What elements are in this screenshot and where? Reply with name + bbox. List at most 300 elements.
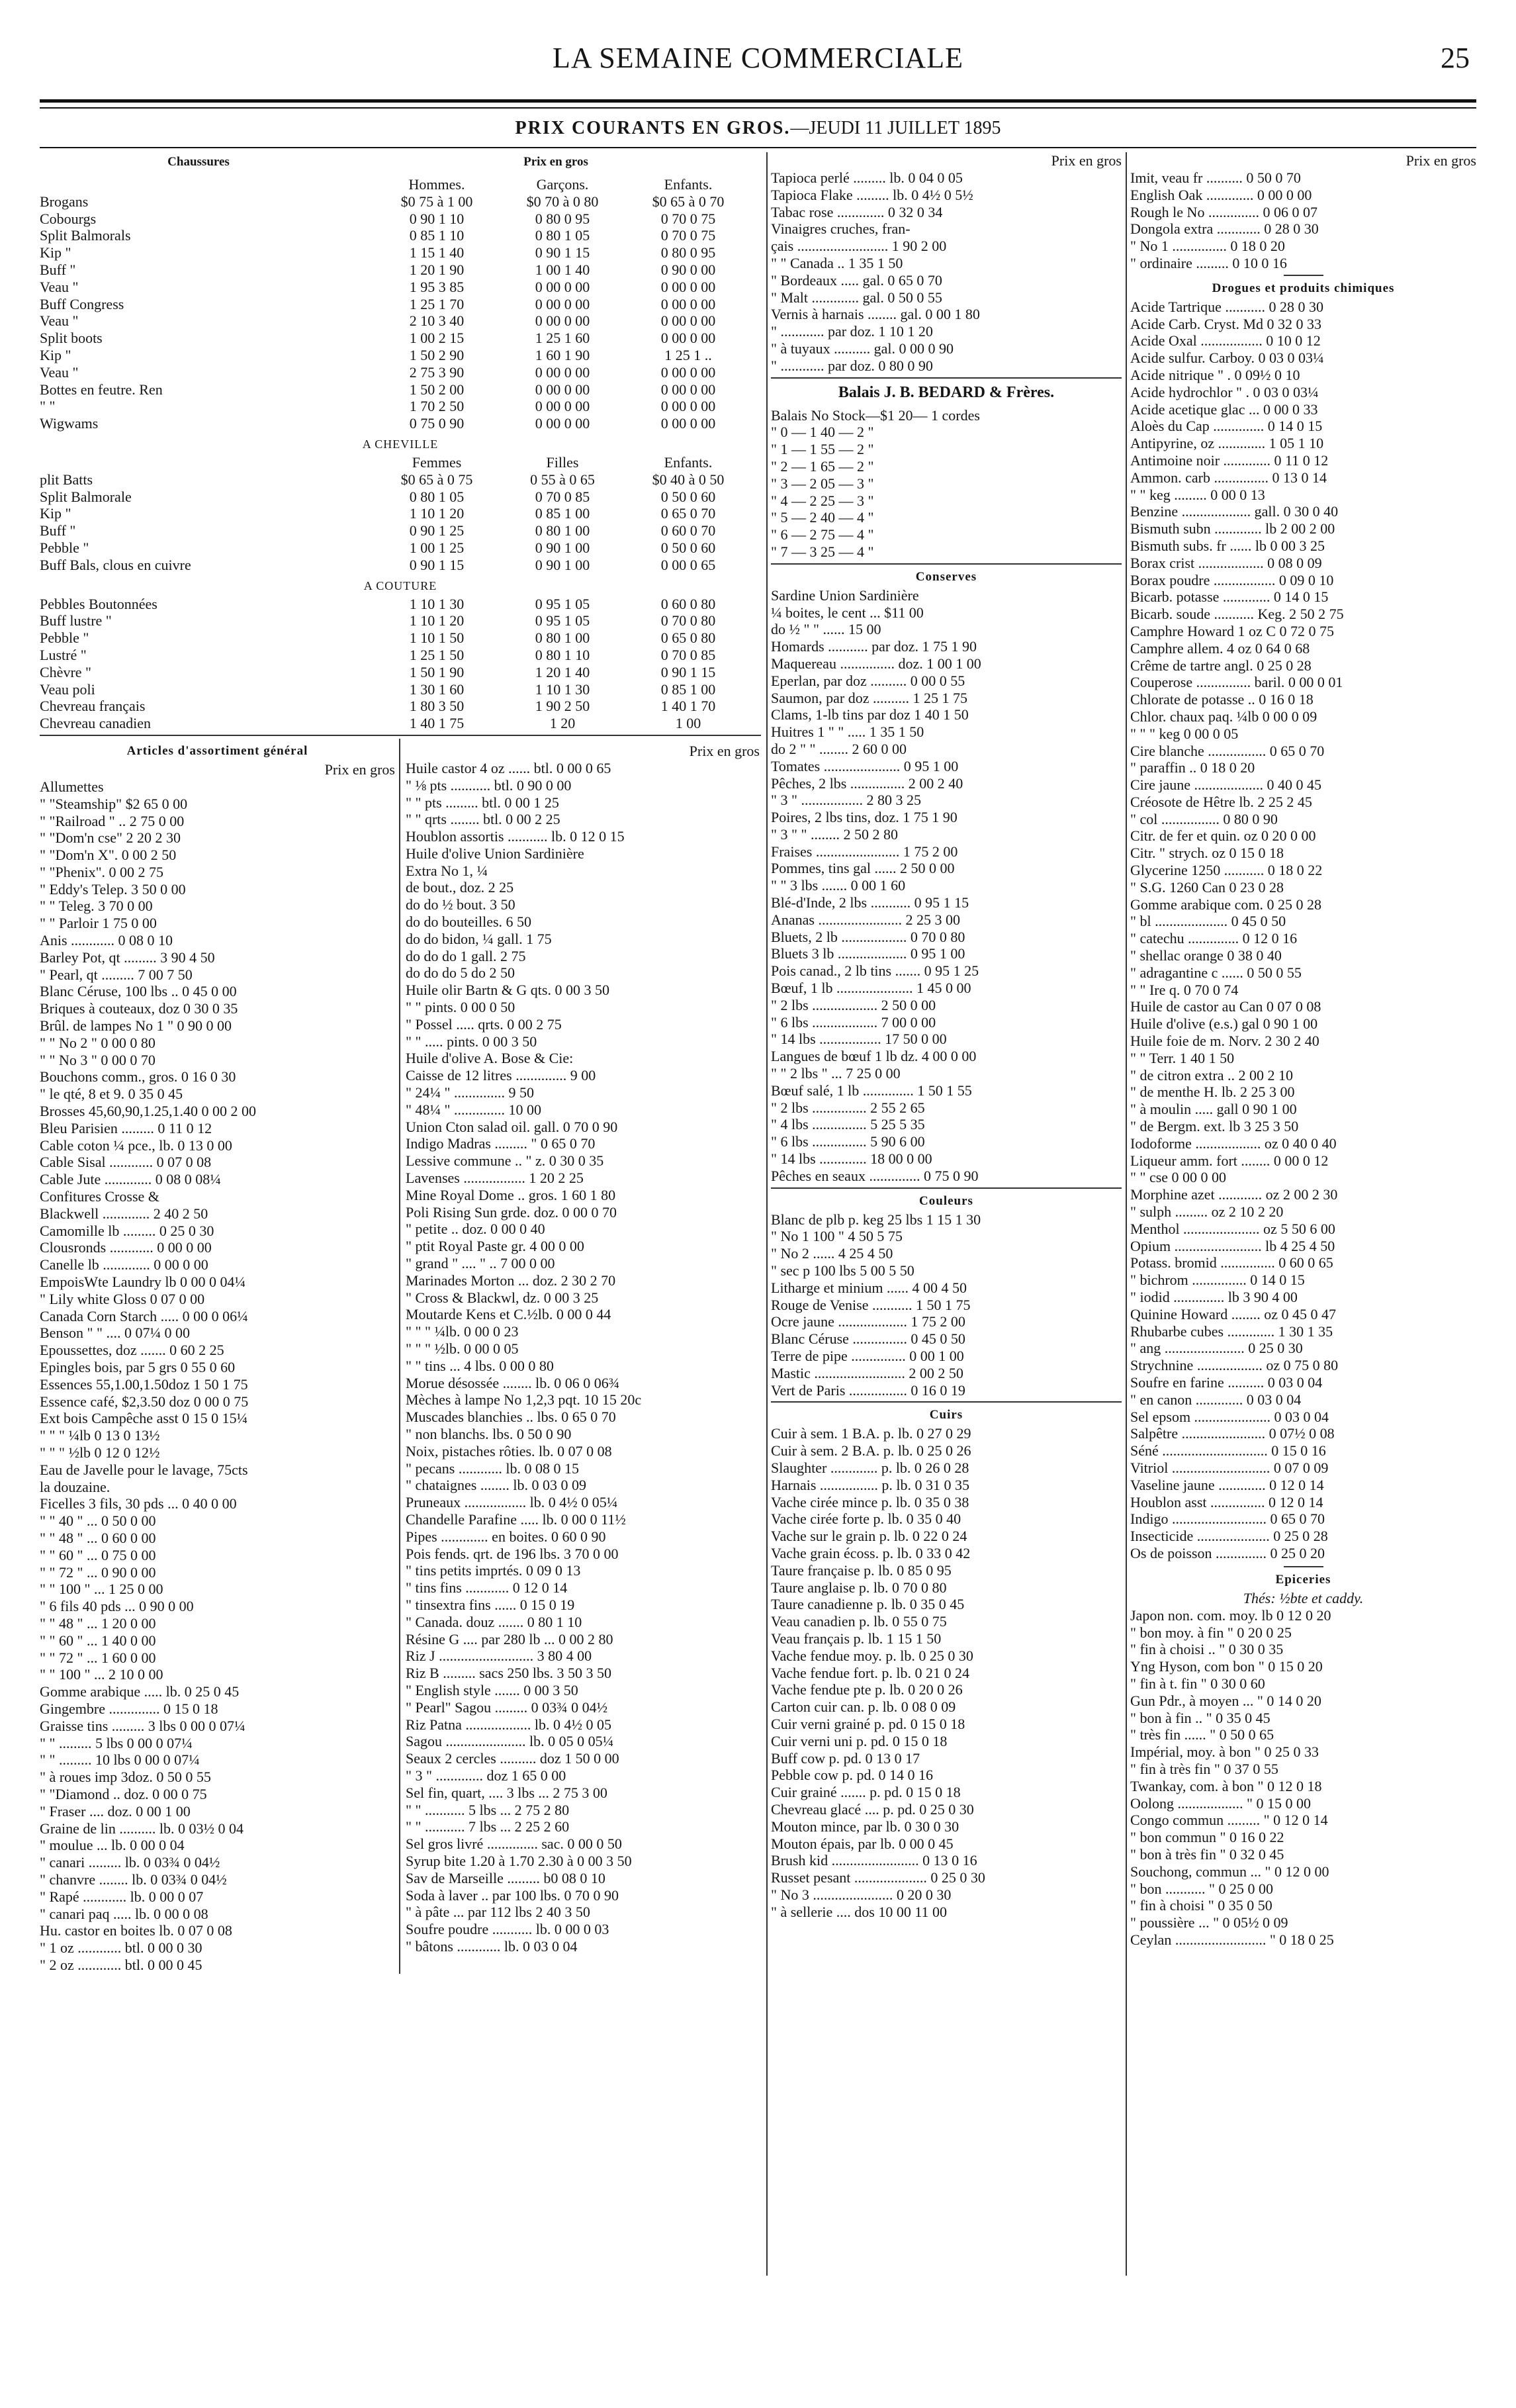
list-item: " 5 — 2 40 — 4 " xyxy=(771,509,874,526)
list-item: " tins petits imprtés. 0 09 0 13 xyxy=(406,1562,581,1579)
page-number: 25 xyxy=(1441,42,1470,74)
list-item: " " 60 " ... 0 75 0 00 xyxy=(40,1546,156,1563)
list-item: " 6 — 2 75 — 4 " xyxy=(771,526,874,543)
list-item: Cire blanche ................ 0 65 0 70 xyxy=(1130,742,1325,759)
list-item: Hu. castor en boites lb. 0 07 0 08 xyxy=(40,1922,232,1939)
list-item: Oolong .................. " 0 15 0 00 xyxy=(1130,1794,1311,1812)
list-item: " " ......... 5 lbs 0 00 0 07¼ xyxy=(40,1734,193,1751)
list-item: Crême de tartre angl. 0 25 0 28 xyxy=(1130,657,1312,674)
list-item: Cuir à sem. 1 B.A. p. lb. 0 27 0 29 xyxy=(771,1425,971,1442)
item-name: Buff Congress xyxy=(40,295,124,312)
price-range: 1 20 xyxy=(549,715,576,732)
list-item: " " 60 " ... 1 40 0 00 xyxy=(40,1632,156,1649)
table-row xyxy=(40,312,761,330)
list-item: " bon ........... " 0 25 0 00 xyxy=(1130,1880,1273,1897)
list-item: Insecticide .................... 0 25 0 28 xyxy=(1130,1528,1328,1545)
list-item: " 1 — 1 55 — 2 " xyxy=(771,441,874,458)
list-item: Salpêtre ....................... 0 07½ 0 08 xyxy=(1130,1425,1335,1442)
table-row xyxy=(40,364,761,381)
list-item: " 4 lbs ............... 5 25 5 35 xyxy=(771,1116,925,1133)
list-item: Fraises ....................... 1 75 2 00 xyxy=(771,843,958,860)
price-range: 1 80 3 50 xyxy=(409,698,465,715)
price-range: 0 00 0 65 xyxy=(660,556,716,573)
list-item: Cable coton ¼ pce., lb. 0 13 0 00 xyxy=(40,1136,232,1154)
list-item: Camphre Howard 1 oz C 0 72 0 75 xyxy=(1130,622,1334,639)
list-item: " à sellerie .... dos 10 00 11 00 xyxy=(771,1903,948,1920)
list-item: Cuir grainé ....... p. pd. 0 15 0 18 xyxy=(771,1784,961,1801)
list-item: Veau français p. lb. 1 15 1 50 xyxy=(771,1630,942,1647)
price-range: 0 90 1 00 xyxy=(535,556,590,573)
list-item: Imit, veau fr .......... 0 50 0 70 xyxy=(1130,169,1301,186)
list-item: " poussière ... " 0 05½ 0 09 xyxy=(1130,1914,1288,1931)
list-item: Tabac rose ............. 0 32 0 34 xyxy=(771,203,943,220)
list-item: Glycerine 1250 ........... 0 18 0 22 xyxy=(1130,862,1323,879)
table-row xyxy=(40,261,761,279)
price-range: 0 00 0 00 xyxy=(660,398,716,415)
list-item: Vache fendue pte p. lb. 0 20 0 26 xyxy=(771,1681,963,1698)
table-row xyxy=(40,279,761,296)
list-item: Morue désossée ........ lb. 0 06 0 06¾ xyxy=(406,1374,620,1391)
list-item: Pebble cow p. pd. 0 14 0 16 xyxy=(771,1767,934,1784)
table-row xyxy=(40,227,761,244)
item-name: Pebble " xyxy=(40,629,89,647)
list-item: Chlor. chaux paq. ¼lb 0 00 0 09 xyxy=(1130,708,1317,725)
table-row xyxy=(40,664,761,681)
item-name: Kip " xyxy=(40,346,71,363)
price-range: 0 00 0 00 xyxy=(535,415,590,432)
list-item: English Oak ............. 0 00 0 00 xyxy=(1130,186,1312,203)
price-range: 1 25 1 70 xyxy=(409,295,465,312)
list-item: Essences 55,1.00,1.50doz 1 50 1 75 xyxy=(40,1375,248,1393)
list-item: " fin à t. fin " 0 30 0 60 xyxy=(1130,1675,1265,1692)
list-item: " petite .. doz. 0 00 0 40 xyxy=(406,1221,545,1238)
table-row xyxy=(40,488,761,506)
list-item: " " pints. 0 00 0 50 xyxy=(406,999,515,1016)
list-item: " No 1 ............... 0 18 0 20 xyxy=(1130,238,1285,255)
list-item: Union Cton salad oil. gall. 0 70 0 90 xyxy=(406,1118,618,1135)
item-name: Buff lustre " xyxy=(40,612,112,629)
drogues-title: Drogues et produits chimiques xyxy=(1212,281,1395,295)
list-item: Tapioca perlé ......... lb. 0 04 0 05 xyxy=(771,169,963,186)
list-item: Saumon, par doz .......... 1 25 1 75 xyxy=(771,689,967,706)
conserves-list xyxy=(771,587,1122,1185)
list-item: Rouge de Venise ........... 1 50 1 75 xyxy=(771,1296,971,1313)
list-item: " " keg ......... 0 00 0 13 xyxy=(1130,486,1265,503)
list-item: Sel fin, quart, .... 3 lbs ... 2 75 3 00 xyxy=(406,1784,607,1801)
list-item: " Fraser .... doz. 0 00 1 00 xyxy=(40,1802,191,1820)
list-item: Benzine ................... gall. 0 30 0 40 xyxy=(1130,503,1339,520)
list-item: Tomates ..................... 0 95 1 00 xyxy=(771,757,959,774)
list-item: Litharge et minium ...... 4 00 4 50 xyxy=(771,1279,967,1296)
articles-left xyxy=(40,739,400,1974)
list-item: Slaughter ............. p. lb. 0 26 0 28 xyxy=(771,1459,969,1476)
list-item: " Rapé ............ lb. 0 00 0 07 xyxy=(40,1888,204,1905)
list-item: Taure anglaise p. lb. 0 70 0 80 xyxy=(771,1579,947,1596)
price-range: 0 95 1 05 xyxy=(535,595,590,612)
price-range: 0 90 1 00 xyxy=(535,539,590,556)
list-item: " " ........... 5 lbs ... 2 75 2 80 xyxy=(406,1801,570,1818)
price-range: 1 00 1 25 xyxy=(409,539,465,556)
price-range: 1 10 1 30 xyxy=(409,595,465,612)
header-rule xyxy=(40,99,1476,103)
price-range: 0 80 0 95 xyxy=(660,244,716,261)
price-range: 0 70 0 85 xyxy=(660,646,716,663)
list-item: " 2 oz ............ btl. 0 00 0 45 xyxy=(40,1956,202,1973)
price-range: 1 90 2 50 xyxy=(535,698,590,715)
list-item: " 2 lbs ............... 2 55 2 65 xyxy=(771,1099,925,1116)
list-item: Ananas ....................... 2 25 3 00 xyxy=(771,911,960,928)
list-item: Brosses 45,60,90,1.25,1.40 0 00 2 00 xyxy=(40,1103,256,1120)
price-range: 1 30 1 60 xyxy=(409,680,465,698)
price-range: 1 60 1 90 xyxy=(535,346,590,363)
list-item: " Eddy's Telep. 3 50 0 00 xyxy=(40,880,186,898)
list-item: Lessive commune .. " z. 0 30 0 35 xyxy=(406,1152,604,1170)
table-row xyxy=(40,681,761,698)
list-item: Huile de castor au Can 0 07 0 08 xyxy=(1130,998,1321,1015)
price-range: 0 65 0 70 xyxy=(660,505,716,522)
column-1 xyxy=(40,152,761,2295)
item-name: Pebbles Boutonnées xyxy=(40,595,157,612)
list-item: Yng Hyson, com bon " 0 15 0 20 xyxy=(1130,1658,1323,1675)
item-name: Kip " xyxy=(40,505,71,522)
item-name: Veau " xyxy=(40,363,79,381)
list-item: " " Parloir 1 75 0 00 xyxy=(40,915,157,932)
list-item: EmpoisWte Laundry lb 0 00 0 04¼ xyxy=(40,1273,246,1291)
price-range: 0 60 0 70 xyxy=(660,522,716,539)
price-range: 1 50 2 00 xyxy=(409,381,465,398)
list-item: Iodoforme .................. oz 0 40 0 40 xyxy=(1130,1135,1337,1152)
item-name: Buff " xyxy=(40,261,76,278)
list-item: " 7 — 3 25 — 4 " xyxy=(771,543,874,560)
list-item: Pipes ............. en boites. 0 60 0 90 xyxy=(406,1528,606,1545)
list-item: Vache fendue fort. p. lb. 0 21 0 24 xyxy=(771,1664,969,1681)
price-range: 0 00 0 00 xyxy=(535,381,590,398)
section-rule xyxy=(771,377,1122,379)
price-range: 0 95 1 05 xyxy=(535,612,590,629)
list-item: Graine de lin .......... lb. 0 03½ 0 04 xyxy=(40,1820,244,1837)
list-item: Borax crist .................. 0 08 0 09 xyxy=(1130,554,1322,571)
articles-right-list xyxy=(406,760,760,1955)
price-range: 0 65 0 80 xyxy=(660,629,716,647)
list-item: do do bidon, ¼ gall. 1 75 xyxy=(406,930,552,947)
price-range: $0 65 à 0 75 xyxy=(400,471,473,488)
price-range: 1 00 xyxy=(675,715,701,732)
price-range: 0 00 0 00 xyxy=(535,295,590,312)
list-item: Vert de Paris ................ 0 16 0 19 xyxy=(771,1381,965,1399)
item-name: " " xyxy=(40,398,56,415)
list-item: Os de poisson .............. 0 25 0 20 xyxy=(1130,1544,1325,1561)
list-item: Vinaigres cruches, fran- xyxy=(771,220,911,238)
list-item: Acide nitrique " . 0 09½ 0 10 xyxy=(1130,366,1300,383)
list-item: Sel epsom ..................... 0 03 0 04 xyxy=(1130,1408,1329,1425)
list-item: Liqueur amm. fort ........ 0 00 0 12 xyxy=(1130,1152,1329,1169)
couleurs-title: Couleurs xyxy=(919,1193,973,1208)
table-row xyxy=(40,557,761,574)
list-item: Gingembre .............. 0 15 0 18 xyxy=(40,1700,218,1717)
list-item: " le qté, 8 et 9. 0 35 0 45 xyxy=(40,1086,183,1103)
thes-title: Thés: ½bte et caddy. xyxy=(1243,1589,1364,1606)
price-range: 2 10 3 40 xyxy=(409,312,465,330)
list-item: Citr. " strych. oz 0 15 0 18 xyxy=(1130,845,1284,862)
list-item: " 0 — 1 40 — 2 " xyxy=(771,424,874,441)
list-item: " bon à fin .. " 0 35 0 45 xyxy=(1130,1709,1271,1726)
price-range: 1 10 1 20 xyxy=(409,505,465,522)
list-item: Gomme arabique com. 0 25 0 28 xyxy=(1130,896,1321,913)
couture-table xyxy=(40,596,761,732)
list-item: Antipyrine, oz ............. 1 05 1 10 xyxy=(1130,435,1324,452)
list-item: Pruneaux ................. lb. 0 4½ 0 05¼ xyxy=(406,1494,618,1511)
item-name: Kip " xyxy=(40,244,71,261)
list-item: Bismuth subn ............. lb 2 00 2 00 xyxy=(1130,520,1335,537)
list-item: Acide acetique glac ... 0 00 0 33 xyxy=(1130,400,1318,418)
list-item: Blanc Céruse ............... 0 45 0 50 xyxy=(771,1330,965,1348)
price-range: $0 40 à 0 50 xyxy=(652,471,725,488)
list-item: Vitriol ........................... 0 07 0 09 xyxy=(1130,1459,1329,1476)
list-item: Brush kid ........................ 0 13 0 16 xyxy=(771,1852,977,1869)
table-row xyxy=(40,612,761,629)
list-item: Terre de pipe ............... 0 00 1 00 xyxy=(771,1348,964,1364)
col3-top-list xyxy=(1130,169,1476,272)
list-item: " " " ½lb. 0 00 0 05 xyxy=(406,1340,519,1357)
list-item: Balais No Stock—$1 20— 1 cordes xyxy=(771,406,980,424)
list-item: " "Railroad " .. 2 75 0 00 xyxy=(40,812,185,829)
list-item: Sardine Union Sardinière xyxy=(771,586,919,604)
list-item: Blackwell ............. 2 40 2 50 xyxy=(40,1205,208,1222)
table-row xyxy=(40,505,761,522)
price-range: 0 90 1 25 xyxy=(409,522,465,539)
list-item: Riz B ......... sacs 250 lbs. 3 50 3 50 xyxy=(406,1665,612,1682)
drogues-list xyxy=(1130,299,1476,1562)
list-item: Taure française p. lb. 0 85 0 95 xyxy=(771,1561,952,1579)
price-range: 0 60 0 80 xyxy=(660,595,716,612)
list-item: Veau canadien p. lb. 0 55 0 75 xyxy=(771,1613,947,1630)
table-row xyxy=(40,330,761,347)
list-item: Huitres 1 " " ..... 1 35 1 50 xyxy=(771,723,924,741)
price-range: 0 00 0 00 xyxy=(535,398,590,415)
list-item: " chataignes ........ lb. 0 03 0 09 xyxy=(406,1477,586,1494)
price-range: 0 00 0 00 xyxy=(660,278,716,295)
list-item: Quinine Howard ........ oz 0 45 0 47 xyxy=(1130,1305,1337,1322)
list-item: " "Phenix". 0 00 2 75 xyxy=(40,863,164,880)
list-item: " sulph ......... oz 2 10 2 20 xyxy=(1130,1203,1284,1221)
list-item: " fin à choisi " 0 35 0 50 xyxy=(1130,1897,1272,1914)
col3-prices-title: Prix en gros xyxy=(1405,152,1476,169)
list-item: Mouton mince, par lb. 0 30 0 30 xyxy=(771,1818,959,1835)
price-range: $0 65 à 0 70 xyxy=(652,193,725,210)
list-item: Graisse tins ......... 3 lbs 0 00 0 07¼ xyxy=(40,1717,245,1734)
list-item: Soda à laver .. par 100 lbs. 0 70 0 90 xyxy=(406,1886,619,1904)
cheville-table xyxy=(40,471,761,574)
list-item: Twankay, com. à bon " 0 12 0 18 xyxy=(1130,1777,1322,1794)
list-item: " 48¼ " .............. 10 00 xyxy=(406,1101,541,1118)
list-item: Langues de bœuf 1 lb dz. 4 00 0 00 xyxy=(771,1048,977,1065)
subheader-date: —JEUDI 11 JUILLET 1895 xyxy=(790,118,1001,138)
list-item: Citr. de fer et quin. oz 0 20 0 00 xyxy=(1130,827,1316,845)
list-item: " " Terr. 1 40 1 50 xyxy=(1130,1049,1235,1066)
price-range: 1 25 1 50 xyxy=(409,646,465,663)
list-item: Sagou ...................... lb. 0 05 0 05¼ xyxy=(406,1733,614,1750)
list-item: Bœuf salé, 1 lb .............. 1 50 1 55 xyxy=(771,1082,972,1099)
price-range: 0 80 1 05 xyxy=(409,488,465,505)
list-item: " Cross & Blackwl, dz. 0 00 3 25 xyxy=(406,1289,599,1306)
list-item: Lavenses ................. 1 20 2 25 xyxy=(406,1170,584,1187)
list-item: " adragantine c ...... 0 50 0 55 xyxy=(1130,964,1302,981)
list-item: Congo commun ......... " 0 12 0 14 xyxy=(1130,1812,1328,1829)
price-range: 0 80 1 05 xyxy=(535,227,590,244)
list-item: " " " ¼lb 0 13 0 13½ xyxy=(40,1427,160,1444)
list-item: do do ½ bout. 3 50 xyxy=(406,896,515,913)
list-item: Maquereau ............... doz. 1 00 1 00 xyxy=(771,655,981,672)
item-name: Split boots xyxy=(40,330,103,347)
conserves-title: Conserves xyxy=(915,569,977,584)
col-header: Enfants. xyxy=(664,453,713,471)
list-item: " 2 lbs .................. 2 50 0 00 xyxy=(771,996,936,1013)
list-item: Acide Carb. Cryst. Md 0 32 0 33 xyxy=(1130,315,1322,332)
price-range: 1 25 1 .. xyxy=(664,346,712,363)
list-item: " grand " .... " .. 7 00 0 00 xyxy=(406,1255,555,1272)
list-item: " " Ire q. 0 70 0 74 xyxy=(1130,981,1239,998)
price-range: 2 75 3 90 xyxy=(409,363,465,381)
price-range: 0 55 à 0 65 xyxy=(530,471,595,488)
epiceries-title: Epiceries xyxy=(1275,1572,1331,1587)
list-item: " 2 — 1 65 — 2 " xyxy=(771,457,874,475)
list-item: Canelle lb ............. 0 00 0 00 xyxy=(40,1256,208,1273)
price-range: 1 10 1 30 xyxy=(535,680,590,698)
list-item: Camomille lb ......... 0 25 0 30 xyxy=(40,1222,214,1239)
price-range: 0 70 0 85 xyxy=(535,488,590,505)
section-rule xyxy=(771,1187,1122,1189)
item-name: Split Balmorals xyxy=(40,227,131,244)
list-item: Cuir verni uni p. pd. 0 15 0 18 xyxy=(771,1732,948,1749)
list-item: Riz J .......................... 3 80 4 00 xyxy=(406,1647,592,1665)
list-item: Riz Patna .................. lb. 0 4½ 0 05 xyxy=(406,1716,612,1733)
price-range: 1 50 1 90 xyxy=(409,663,465,680)
list-item: Opium ........................ lb 4 25 4 50 xyxy=(1130,1237,1335,1254)
balais-list xyxy=(771,407,1122,561)
table-row xyxy=(40,296,761,313)
price-range: 1 40 1 70 xyxy=(660,698,716,715)
list-item: " " pts ......... btl. 0 00 1 25 xyxy=(406,794,559,811)
table-row xyxy=(40,244,761,261)
price-range: 0 00 0 00 xyxy=(535,363,590,381)
price-range: 0 00 0 00 xyxy=(660,415,716,432)
list-item: do do do 5 do 2 50 xyxy=(406,964,515,982)
list-item: Barley Pot, qt ......... 3 90 4 50 xyxy=(40,949,215,966)
list-item: Ocre jaune ................... 1 75 2 00 xyxy=(771,1313,965,1330)
list-item: Clams, 1-lb tins par doz 1 40 1 50 xyxy=(771,706,969,723)
list-item: " de menthe H. lb. 2 25 3 00 xyxy=(1130,1084,1295,1101)
list-item: Chevreau glacé .... p. pd. 0 25 0 30 xyxy=(771,1800,974,1818)
list-item: Vaseline jaune ............. 0 12 0 14 xyxy=(1130,1476,1324,1493)
list-item: Blanc de plb p. keg 25 lbs 1 15 1 30 xyxy=(771,1211,981,1228)
list-item: Pêches, 2 lbs ............... 2 00 2 40 xyxy=(771,774,963,792)
column-2 xyxy=(771,152,1122,2295)
list-item: " No 1 100 " 4 50 5 75 xyxy=(771,1228,903,1245)
item-name: Brogans xyxy=(40,193,89,210)
articles-list xyxy=(40,778,395,1974)
chaussures-prices-title: Prix en gros xyxy=(523,155,588,169)
list-item: Gun Pdr., à moyen ... " 0 14 0 20 xyxy=(1130,1692,1321,1709)
list-item: Huile castor 4 oz ...... btl. 0 00 0 65 xyxy=(406,759,611,776)
list-item: Poli Rising Sun grde. doz. 0 00 0 70 xyxy=(406,1203,617,1221)
list-item: Strychnine .................. oz 0 75 0 80 xyxy=(1130,1357,1339,1374)
list-item: Cable Sisal ............ 0 07 0 08 xyxy=(40,1154,212,1171)
list-item: " bl .................... 0 45 0 50 xyxy=(1130,913,1286,930)
list-item: Bluets 3 lb ................... 0 95 1 00 xyxy=(771,945,965,962)
col-header: Femmes xyxy=(412,453,462,471)
section-rule xyxy=(771,1401,1122,1403)
list-item: " Malt ............. gal. 0 50 0 55 xyxy=(771,289,942,306)
list-item: do ½ " " ...... 15 00 xyxy=(771,621,881,638)
list-item: Tapioca Flake ......... lb. 0 4½ 0 5½ xyxy=(771,186,973,203)
list-item: " tinsextra fins ...... 0 15 0 19 xyxy=(406,1596,575,1613)
list-item: Borax poudre ................. 0 09 0 10 xyxy=(1130,571,1334,588)
price-range: $0 70 à 0 80 xyxy=(526,193,599,210)
list-item: " bâtons ............ lb. 0 03 0 04 xyxy=(406,1937,578,1955)
list-item: Aloès du Cap .............. 0 14 0 15 xyxy=(1130,418,1323,435)
price-range: 0 70 0 75 xyxy=(660,227,716,244)
item-name: Veau " xyxy=(40,312,79,330)
price-range: 0 70 0 80 xyxy=(660,612,716,629)
list-item: Huile d'olive (e.s.) gal 0 90 1 00 xyxy=(1130,1015,1318,1033)
list-item: " ptit Royal Paste gr. 4 00 0 00 xyxy=(406,1238,584,1255)
section-rule xyxy=(1284,1566,1323,1567)
list-item: " fin à très fin " 0 37 0 55 xyxy=(1130,1760,1278,1777)
list-item: " Possel ..... qrts. 0 00 2 75 xyxy=(406,1015,562,1033)
list-item: " à roues imp 3doz. 0 50 0 55 xyxy=(40,1769,211,1786)
list-item: Bœuf, 1 lb ..................... 1 45 0 00 xyxy=(771,980,971,997)
list-item: ¼ boites, le cent ... $11 00 xyxy=(771,604,924,621)
list-item: " en canon ............. 0 03 0 04 xyxy=(1130,1391,1302,1408)
price-range: 1 10 1 20 xyxy=(409,612,465,629)
list-item: Essence café, $2,3.50 doz 0 00 0 75 xyxy=(40,1393,249,1410)
list-item: " pecans ............ lb. 0 08 0 15 xyxy=(406,1459,579,1477)
list-item: " bon moy. à fin " 0 20 0 25 xyxy=(1130,1624,1292,1641)
cuirs-list xyxy=(771,1425,1122,1920)
price-range: 0 00 0 00 xyxy=(660,295,716,312)
list-item: Mèches à lampe No 1,2,3 pqt. 10 15 20c xyxy=(406,1391,642,1409)
list-item: " " qrts ........ btl. 0 00 2 25 xyxy=(406,811,560,828)
list-item: Blé-d'Inde, 2 lbs ........... 0 95 1 15 xyxy=(771,894,969,911)
list-item: Pêches en seaux .............. 0 75 0 90 xyxy=(771,1167,979,1184)
list-item: " S.G. 1260 Can 0 23 0 28 xyxy=(1130,878,1284,896)
list-item: " Canada. douz ....... 0 80 1 10 xyxy=(406,1613,582,1630)
table-row xyxy=(40,415,761,432)
column-divider xyxy=(766,152,768,2276)
list-item: Sel gros livré .............. sac. 0 00 0 50 xyxy=(406,1835,622,1853)
list-item: " " 48 " ... 1 20 0 00 xyxy=(40,1614,156,1632)
table-row xyxy=(40,381,761,398)
list-item: Canada Corn Starch ..... 0 00 0 06¼ xyxy=(40,1307,248,1324)
list-item: " 14 lbs ................. 17 50 0 00 xyxy=(771,1031,947,1048)
list-item: " "Dom'n cse" 2 20 2 30 xyxy=(40,829,181,847)
price-range: 1 00 2 15 xyxy=(409,330,465,347)
col-header: Filles xyxy=(546,453,579,471)
list-item: Epoussettes, doz ....... 0 60 2 25 xyxy=(40,1342,224,1359)
list-item: do 2 " " ........ 2 60 0 00 xyxy=(771,740,907,757)
price-range: 1 95 3 85 xyxy=(409,278,465,295)
list-item: " " 100 " ... 2 10 0 00 xyxy=(40,1666,163,1683)
list-item: Créosote de Hêtre lb. 2 25 2 45 xyxy=(1130,793,1312,810)
list-item: de bout., doz. 2 25 xyxy=(406,879,514,896)
list-item: " moulue ... lb. 0 00 0 04 xyxy=(40,1837,185,1854)
item-name: Chèvre " xyxy=(40,663,92,680)
header-rule-thin xyxy=(40,107,1476,109)
list-item: Soufre en farine .......... 0 03 0 04 xyxy=(1130,1373,1323,1391)
list-item: " chanvre ........ lb. 0 03¾ 0 04½ xyxy=(40,1871,227,1888)
list-item: " " No 3 " 0 00 0 70 xyxy=(40,1051,156,1068)
list-item: Mine Royal Dome .. gros. 1 60 1 80 xyxy=(406,1186,616,1203)
